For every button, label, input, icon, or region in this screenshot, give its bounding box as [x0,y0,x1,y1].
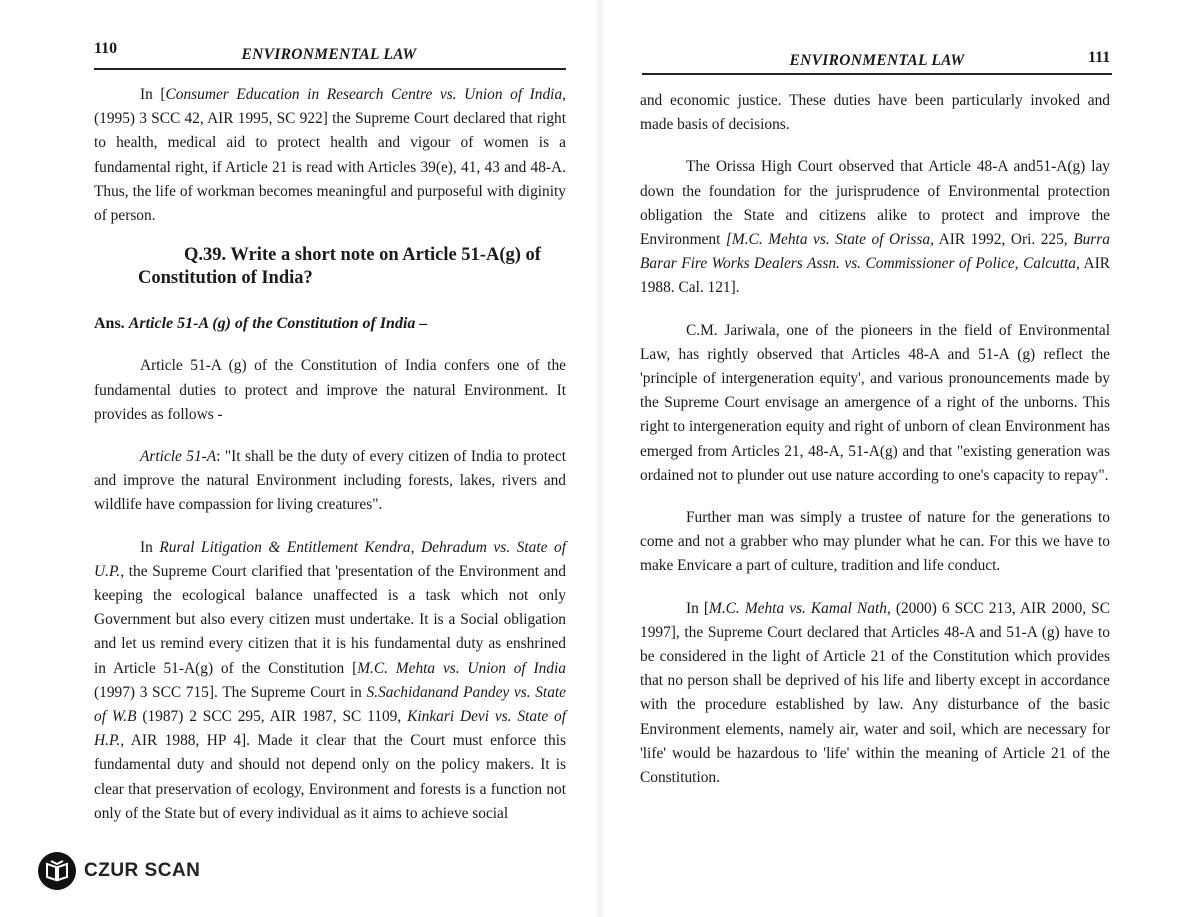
paragraph: Article 51-A (g) of the Constitution of India confers one of the fundamental duties to protect and improve the natural Environment. It provides as follows - [94,357,566,423]
header-rule [642,73,1112,75]
paragraph: C.M. Jariwala, one of the pioneers in the field of Environmental Law, has rightly observed that Articles 48-A and 51-A (g) reflect the 'principle of intergeneration equity', and various pronouncements made by the Supreme Court envisage an amergence of a right of the unborns. This right to intergeneration equity and right of unborn of clean Environment has emerged from Articles 21, 48-A, 51-A(g) and that "existing generation was ordained not to plunder out use nature according to one's capacity to repay". [640,321,1110,484]
paragraph: In [M.C. Mehta vs. Kamal Nath, (2000) 6 SCC 213, AIR 2000, SC 1997], the Supreme Court declared that Articles 48-A and 51-A (g) have to be considered in the light of Article 21 of the Constitution which provides that no person shall be deprived of his life and liberty except in accordance with the procedure established by law. Any disturbance of the basic Environment elements, namely air, water and soil, which are necessary for 'life' would be hazardous to 'life' within the meaning of Article 21 of the Constitution. [640,599,1110,787]
paragraph: In Rural Litigation & Entitlement Kendra, Dehradum vs. State of U.P., the Supreme Court clarified that 'presentation of the Environment and keeping the ecological balance unaffected is a task which not only Government but also every citizen must undertake. It is a Social obligation and let us remind every citizen that it is his fundamental duty as enshrined in Article 51-A(g) of the Constitution [M.C. Mehta vs. Union of India (1997) 3 SCC 715]. The Supreme Court in S.Sachidanand Pandey vs. State of W.B (1987) 2 SCC 295, AIR 1987, SC 1109, Kinkari Devi vs. State of H.P., AIR 1988, HP 4]. Made it clear that the Court must enforce this fundamental duty and should not depend only on the policy makers. It is clear that preservation of ecology, Environment and forests is a function not only of the State but of every individual as it aims to achieve social [94,538,567,822]
right-page [600,0,1200,917]
paragraph: Further man was simply a trustee of nature for the generations to come and not a grabber who may plunder what he can. For this we have to make Envicare a part of culture, tradition and life conduct. [640,509,1110,575]
czur-book-icon [38,852,76,890]
running-head: ENVIRONMENTAL LAW [241,46,417,63]
paragraph: The Orissa High Court observed that Article 48-A and51-A(g) lay down the foundation for the jurisprudence of Environmental protection obligation the State and citizens alike to protect and improve the Environment [M.C. Mehta vs. State of Orissa, AIR 1992, Ori. 225, Burra Barar Fire Works Dealers Assn. vs. Commissioner of Police, Calcutta, AIR 1988. Cal. 121]. [640,158,1110,297]
page-number: 110 [94,40,118,57]
answer-heading: Ans. Article 51-A (g) of the Constitution of India – [94,315,428,333]
question-heading: Q.39. Write a short note on Article 51-A(g) of Constitution of India? [138,245,541,289]
right-text-column [640,89,1110,790]
brand-text: CZUR SCAN [84,860,201,881]
left-text-column [94,83,566,826]
paragraph: Article 51-A: "It shall be the duty of every citizen of India to protect and improve the natural Environment including forests, lakes, rivers and wildlife have compassion for living creatures". [94,448,566,514]
scanner-watermark [38,852,200,890]
paragraph: In [Consumer Education in Research Centre vs. Union of India, (1995) 3 SCC 42, AIR 1995, SC 922] the Supreme Court declared that right to health, medical aid to protect health and vigour of women is a fundamental right, if Article 21 is read with Articles 39(e), 41, 43 and 48-A. Thus, the life of workman becomes meaningful and purposeful with diginity of person. [94,86,567,225]
running-head: ENVIRONMENTAL LAW [789,52,965,69]
page-number: 111 [1088,49,1111,66]
paragraph: and economic justice. These duties have been particularly invoked and made basis of decisions. [640,92,1110,134]
header-rule [94,68,566,70]
